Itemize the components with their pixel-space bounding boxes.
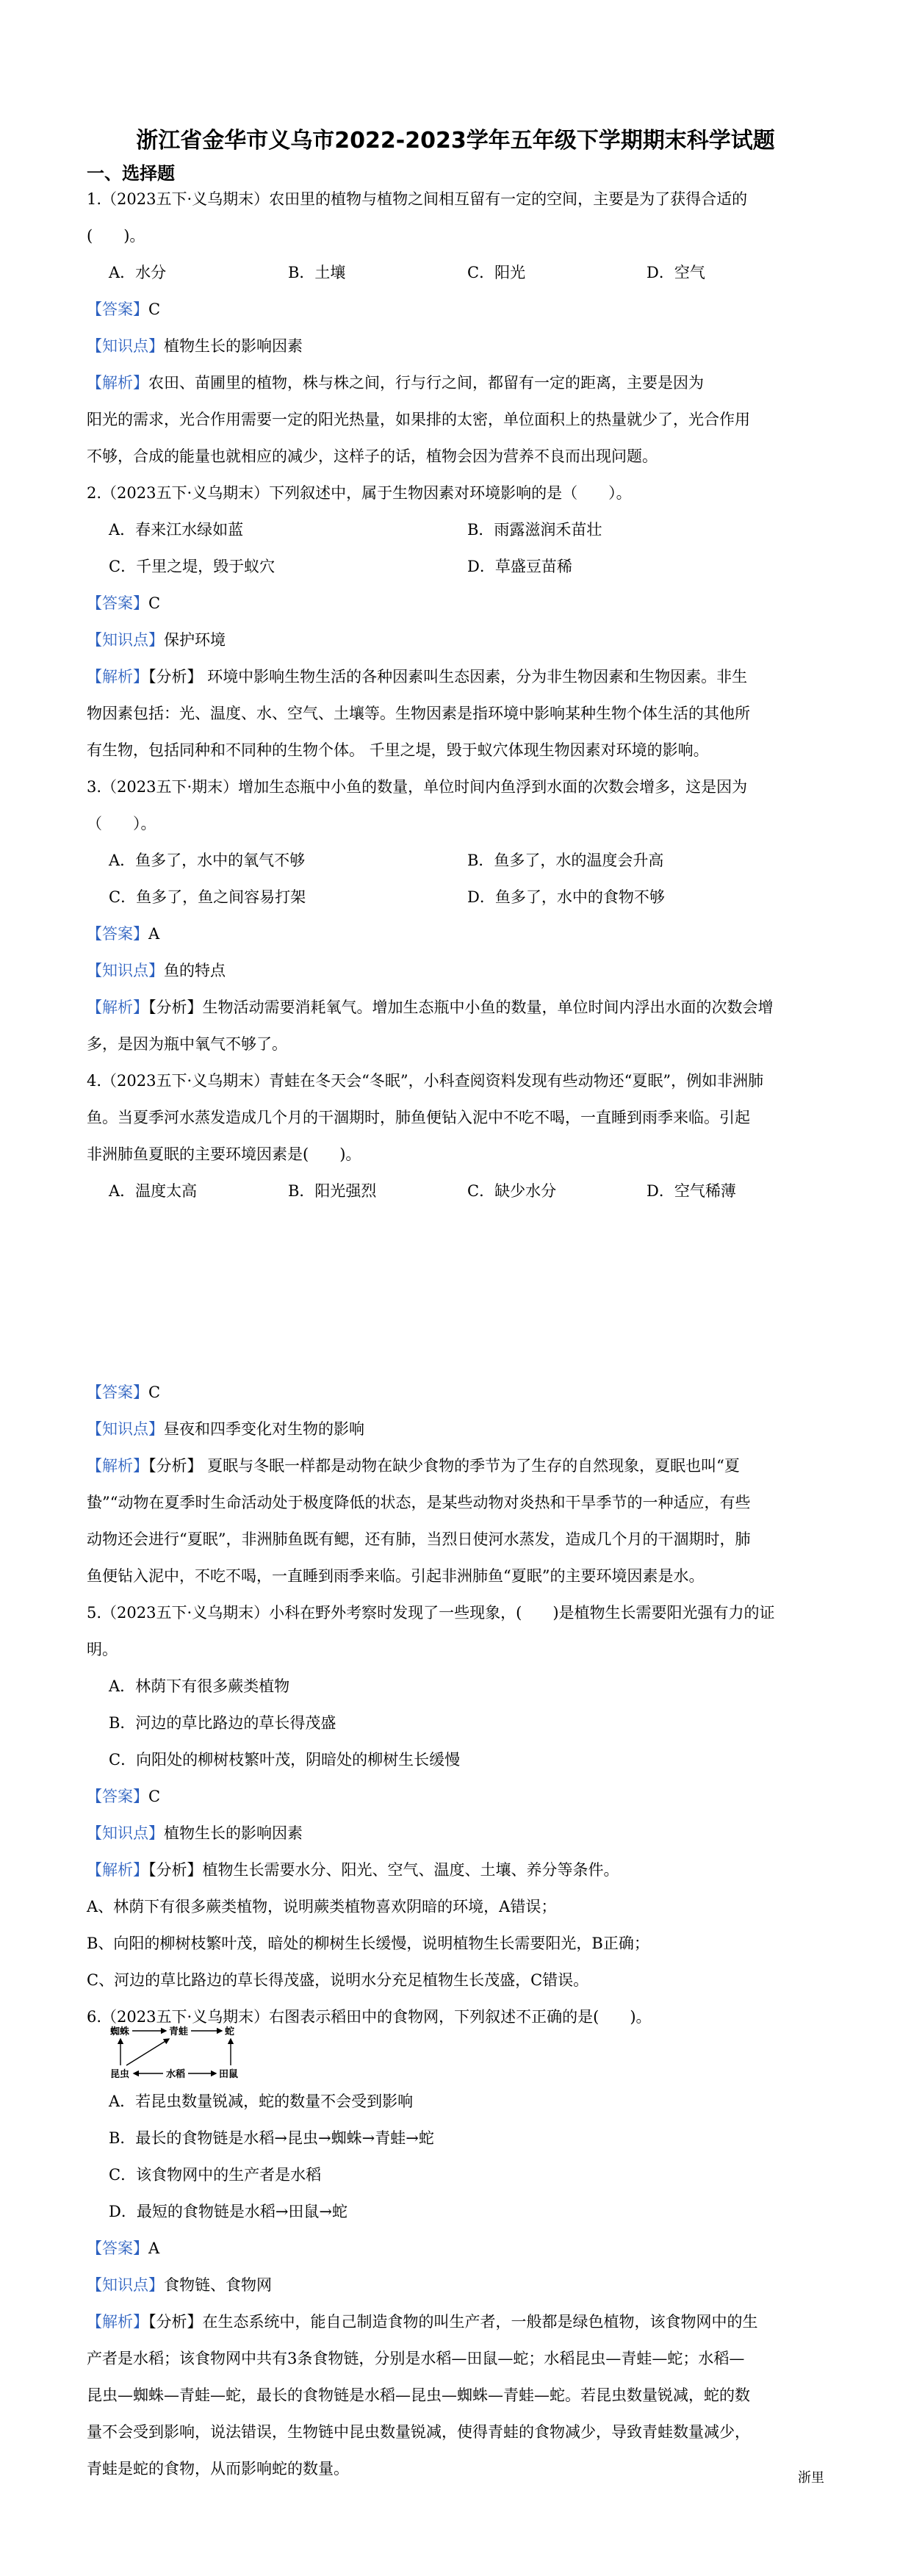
- q2-analysis: [87, 666, 829, 688]
- q6-option-c: C．该食物网中的生产者是水稻: [109, 2166, 322, 2184]
- q4-knowledge: [87, 1418, 829, 1440]
- food-web-node-snake: 蛇: [225, 2026, 235, 2037]
- q3-analysis-1: 【分析】生物活动需要消耗氧气。增加生态瓶中小鱼的数量，单位时间内浮出水面的次数会增: [148, 999, 774, 1016]
- knowledge-label: 【知识点】: [87, 337, 164, 355]
- knowledge-label: 【知识点】: [87, 1420, 164, 1438]
- answer-label: 【答案】: [87, 925, 148, 943]
- q4-knowledge-value: 昼夜和四季变化对生物的影响: [164, 1420, 364, 1438]
- food-web-node-frog: 青蛙: [169, 2026, 189, 2037]
- q1-answer-value: C: [148, 301, 161, 318]
- q6-analysis-2: 产者是水稻；该食物网中共有3条食物链，分别是水稻—田鼠—蛇；水稻昆虫—青蛙—蛇；水稻—: [87, 2350, 745, 2367]
- page-title: 浙江省金华市义乌市2022-2023学年五年级下学期期末科学试题: [136, 128, 775, 154]
- q5-option-c: C．向阳处的柳树枝繁叶茂，阴暗处的柳树生长缓慢: [109, 1751, 461, 1769]
- q2-analysis-2: 物因素包括：光、温度、水、空气、土壤等。生物因素是指环境中影响某种生物个体生活的其他所: [87, 705, 750, 722]
- q2-knowledge-value: 保护环境: [164, 631, 226, 649]
- answer-label: 【答案】: [87, 1384, 148, 1401]
- q2-answer: [87, 592, 829, 614]
- answer-label: 【答案】: [87, 594, 148, 612]
- q2-option-c: C．千里之堤，毁于蚁穴: [109, 558, 276, 575]
- q5-analysis-4: C、河边的草比路边的草长得茂盛，说明水分充足植物生长茂盛，C错误。: [87, 1971, 589, 1989]
- q3-analysis-2: 多，是因为瓶中氧气不够了。: [87, 1035, 287, 1053]
- q6-option-b: B．最长的食物链是水稻→昆虫→蜘蛛→青蛙→蛇: [109, 2129, 434, 2147]
- q6-analysis-1: 【分析】在生态系统中，能自己制造食物的叫生产者，一般都是绿色植物，该食物网中的生: [148, 2313, 758, 2331]
- knowledge-label: 【知识点】: [87, 2276, 164, 2294]
- q5-analysis-3: B、向阳的柳树枝繁叶茂，暗处的柳树生长缓慢，说明植物生长需要阳光，B正确；: [87, 1935, 649, 1952]
- food-web-node-insect: 昆虫: [110, 2069, 130, 2080]
- q5-option-b: B．河边的草比路边的草长得茂盛: [109, 1714, 336, 1732]
- q1-answer: [87, 298, 829, 320]
- q4-stem: 4.（2023五下·义乌期末）青蛙在冬天会“冬眠”，小科查阅资料发现有些动物还“夏眠”，例如非洲肺: [87, 1072, 764, 1090]
- q6-knowledge-value: 食物链、食物网: [164, 2276, 272, 2294]
- knowledge-label: 【知识点】: [87, 1824, 164, 1842]
- q4-analysis-4: 鱼便钻入泥中，不吃不喝，一直睡到雨季来临。引起非洲肺鱼“夏眠”的主要环境因素是水。: [87, 1567, 705, 1585]
- q6-analysis: [87, 2311, 829, 2333]
- q3-stem: 3.（2023五下·期末）增加生态瓶中小鱼的数量，单位时间内鱼浮到水面的次数会增多，这是因为: [87, 778, 748, 796]
- answer-label: 【答案】: [87, 1788, 148, 1805]
- q3-option-c: C．鱼多了，鱼之间容易打架: [109, 888, 306, 906]
- q6-option-a: A．若昆虫数量锐减，蛇的数量不会受到影响: [109, 2093, 414, 2110]
- analysis-label: 【解析】: [87, 668, 148, 686]
- q1-analysis-2: 阳光的需求，光合作用需要一定的阳光热量，如果排的太密，单位面积上的热量就少了，光合作用: [87, 411, 750, 428]
- q5-answer: [87, 1785, 829, 1807]
- q3-knowledge-value: 鱼的特点: [164, 962, 226, 979]
- food-web-arrow: [126, 2039, 169, 2065]
- q5-analysis: [87, 1859, 829, 1881]
- q6-option-d: D．最短的食物链是水稻→田鼠→蛇: [109, 2203, 348, 2220]
- q1-analysis: [87, 372, 829, 394]
- food-web-node-spider: 蜘蛛: [110, 2026, 130, 2037]
- q3-stem-cont: （ ）。: [87, 815, 156, 832]
- q1-analysis-1: 农田、苗圃里的植物，株与株之间，行与行之间，都留有一定的距离，主要是因为: [148, 374, 704, 392]
- q6-stem: 6.（2023五下·义乌期末）右图表示稻田中的食物网，下列叙述不正确的是( )。: [87, 2008, 652, 2026]
- q1-option-c: C．阳光: [467, 264, 526, 281]
- q2-knowledge: [87, 629, 829, 651]
- q1-knowledge-value: 植物生长的影响因素: [164, 337, 303, 355]
- q5-option-a: A．林荫下有很多蕨类植物: [109, 1677, 290, 1695]
- knowledge-label: 【知识点】: [87, 631, 164, 649]
- food-web-node-mouse: 田鼠: [219, 2069, 239, 2080]
- q4-answer-value: C: [148, 1384, 161, 1401]
- analysis-label: 【解析】: [87, 999, 148, 1016]
- analysis-label: 【解析】: [87, 2313, 148, 2331]
- q2-stem: 2.（2023五下·义乌期末）下列叙述中，属于生物因素对环境影响的是（ ）。: [87, 484, 632, 502]
- q3-answer: [87, 923, 829, 945]
- q4-analysis-2: 蛰”“动物在夏季时生命活动处于极度降低的状态，是某些动物对炎热和干旱季节的一种适应，有些: [87, 1494, 751, 1511]
- answer-label: 【答案】: [87, 301, 148, 318]
- answer-label: 【答案】: [87, 2239, 148, 2257]
- q5-knowledge: [87, 1822, 829, 1844]
- analysis-label: 【解析】: [87, 374, 148, 392]
- q2-option-b: B．雨露滋润禾苗壮: [467, 521, 602, 539]
- q3-option-b: B．鱼多了，水的温度会升高: [467, 852, 664, 869]
- q1-analysis-3: 不够，合成的能量也就相应的减少，这样子的话，植物会因为营养不良而出现问题。: [87, 447, 658, 465]
- q2-analysis-3: 有生物，包括同种和不同种的生物个体。 千里之堤，毁于蚁穴体现生物因素对环境的影响。: [87, 741, 709, 759]
- q4-option-a: A．温度太高: [109, 1182, 198, 1200]
- q3-analysis: [87, 996, 829, 1018]
- q6-analysis-3: 昆虫—蜘蛛—青蛙—蛇，最长的食物链是水稻—昆虫—蜘蛛—青蛙—蛇。若昆虫数量锐减，蛇的数: [87, 2386, 750, 2404]
- q5-analysis-1: 【分析】植物生长需要水分、阳光、空气、温度、土壤、养分等条件。: [148, 1861, 619, 1879]
- q1-stem-cont: ( )。: [87, 227, 145, 245]
- q3-option-d: D．鱼多了，水中的食物不够: [467, 888, 665, 906]
- q6-analysis-4: 量不会受到影响，说法错误，生物链中昆虫数量锐减，使得青蛙的食物减少，导致青蛙数量减少，: [87, 2423, 750, 2441]
- q5-answer-value: C: [148, 1788, 161, 1805]
- q4-analysis-1: 【分析】 夏眠与冬眠一样都是动物在缺少食物的季节为了生存的自然现象，夏眠也叫“夏: [148, 1457, 740, 1475]
- food-web-diagram: [109, 2024, 256, 2083]
- analysis-label: 【解析】: [87, 1457, 148, 1475]
- q3-option-a: A．鱼多了，水中的氧气不够: [109, 852, 306, 869]
- q5-stem: 5.（2023五下·义乌期末）小科在野外考察时发现了一些现象，( )是植物生长需要阳光强有力的证: [87, 1604, 775, 1622]
- q4-analysis-3: 动物还会进行“夏眠”，非洲肺鱼既有鳃，还有肺，当烈日使河水蒸发，造成几个月的干涸期时，肺: [87, 1530, 751, 1548]
- knowledge-label: 【知识点】: [87, 962, 164, 979]
- q2-analysis-1: 【分析】 环境中影响生物生活的各种因素叫生态因素，分为非生物因素和生物因素。非生: [148, 668, 748, 686]
- q4-analysis: [87, 1455, 829, 1477]
- q6-knowledge: [87, 2274, 829, 2296]
- analysis-label: 【解析】: [87, 1861, 148, 1879]
- q6-answer-value: A: [148, 2239, 160, 2257]
- q5-knowledge-value: 植物生长的影响因素: [164, 1824, 303, 1842]
- q6-analysis-5: 青蛙是蛇的食物，从而影响蛇的数量。: [87, 2460, 349, 2478]
- q3-answer-value: A: [148, 925, 160, 943]
- q1-knowledge: [87, 335, 829, 357]
- q4-option-c: C．缺少水分: [467, 1182, 557, 1200]
- q4-answer: [87, 1381, 829, 1403]
- q4-option-b: B．阳光强烈: [288, 1182, 377, 1200]
- q1-option-b: B．土壤: [288, 264, 346, 281]
- q2-answer-value: C: [148, 594, 161, 612]
- q1-option-a: A．水分: [109, 264, 167, 281]
- q1-option-d: D．空气: [647, 264, 705, 281]
- food-web-node-rice: 水稻: [166, 2069, 186, 2080]
- section-heading: 一、选择题: [87, 163, 175, 184]
- q5-stem-cont: 明。: [87, 1641, 118, 1658]
- q5-analysis-2: A、林荫下有很多蕨类植物，说明蕨类植物喜欢阴暗的环境，A错误；: [87, 1898, 557, 1915]
- q2-option-d: D．草盛豆苗稀: [467, 558, 572, 575]
- q3-knowledge: [87, 960, 829, 982]
- q1-stem: 1.（2023五下·义乌期末）农田里的植物与植物之间相互留有一定的空间，主要是为了获得合适的: [87, 190, 748, 208]
- page-footer: 浙里: [798, 2470, 824, 2486]
- q4-stem-2: 鱼。当夏季河水蒸发造成几个月的干涸期时，肺鱼便钻入泥中不吃不喝，一直睡到雨季来临。引起: [87, 1109, 750, 1126]
- q6-answer: [87, 2237, 829, 2259]
- q2-option-a: A．春来江水绿如蓝: [109, 521, 244, 539]
- q4-option-d: D．空气稀薄: [647, 1182, 736, 1200]
- q4-stem-3: 非洲肺鱼夏眠的主要环境因素是( )。: [87, 1145, 361, 1163]
